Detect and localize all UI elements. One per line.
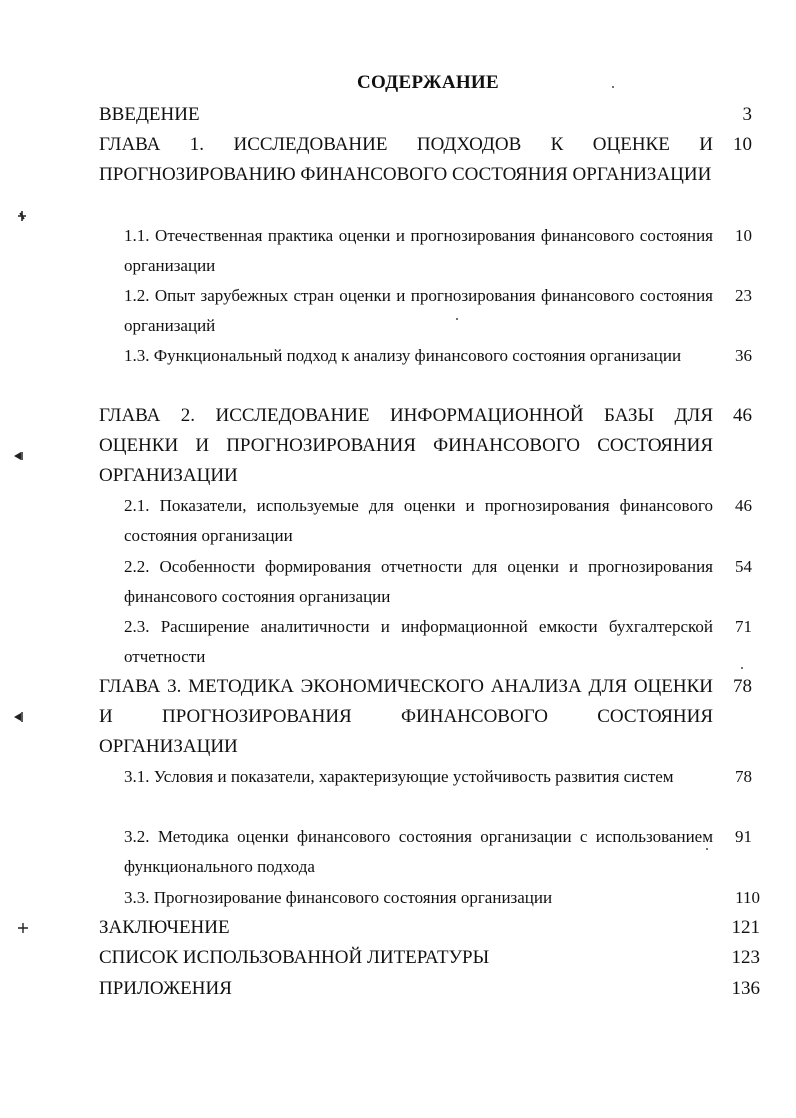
toc-entry-introduction: ВВЕДЕНИЕ [99,104,200,125]
toc-page-chapter-3: 78 [733,676,752,697]
toc-page-appendices: 136 [731,978,760,999]
toc-entry-chapter-2: ГЛАВА 2. ИССЛЕДОВАНИЕ ИНФОРМАЦИОННОЙ БАЗЫ ДЛЯ ОЦЕНКИ И ПРОГНОЗИРОВАНИЯ ФИНАНСОВОГО СОСТОЯНИЯ ОРГАНИЗАЦИИ [99,405,713,486]
toc-page-section-1-3: 36 [735,346,752,365]
scan-speck [612,86,614,88]
toc-page-section-3-2: 91 [735,827,752,846]
toc-entry-section-3-2: 3.2. Методика оценки финансового состояния организации с использованием функционального подхода [124,827,713,876]
toc-entry-section-2-1: 2.1. Показатели, используемые для оценки и прогнозирования финансового состояния организации [124,496,713,545]
toc-page-bibliography: 123 [731,947,760,968]
scan-mark-icon [14,208,30,224]
toc-page-introduction: 3 [742,104,752,125]
toc-entry-section-2-2: 2.2. Особенности формирования отчетности для оценки и прогнозирования финансового состояния организации [124,557,713,606]
scan-mark-icon [16,920,32,936]
scan-speck [741,667,743,669]
toc-entry-section-2-3: 2.3. Расширение аналитичности и информационной емкости бухгалтерской отчетности [124,617,713,666]
toc-page-section-3-3: 110 [735,888,760,907]
toc-entry-section-3-1: 3.1. Условия и показатели, характеризующие устойчивость развития систем [124,767,674,786]
toc-entry-section-3-3: 3.3. Прогнозирование финансового состояния организации [124,888,553,907]
toc-entry-section-1-3: 1.3. Функциональный подход к анализу финансового состояния организации [124,346,682,365]
page-title: СОДЕРЖАНИЕ [357,72,499,93]
toc-entry-bibliography: СПИСОК ИСПОЛЬЗОВАННОЙ ЛИТЕРАТУРЫ [99,947,490,968]
toc-entry-chapter-1: ГЛАВА 1. ИССЛЕДОВАНИЕ ПОДХОДОВ К ОЦЕНКЕ И ПРОГНОЗИРОВАНИЮ ФИНАНСОВОГО СОСТОЯНИЯ ОРГАНИЗАЦИИ [99,134,713,185]
toc-page-section-1-1: 10 [735,226,752,245]
toc-entry-appendices: ПРИЛОЖЕНИЯ [99,978,232,999]
scan-mark-icon [12,448,30,464]
scan-mark-icon [12,709,30,725]
toc-entry-section-1-1: 1.1. Отечественная практика оценки и прогнозирования финансового состояния организации [124,226,713,275]
scan-speck [456,318,458,320]
toc-entry-conclusion: ЗАКЛЮЧЕНИЕ [99,917,230,938]
toc-page-conclusion: 121 [731,917,760,938]
toc-page-section-3-1: 78 [735,767,752,786]
toc-entry-chapter-3: ГЛАВА 3. МЕТОДИКА ЭКОНОМИЧЕСКОГО АНАЛИЗА ДЛЯ ОЦЕНКИ И ПРОГНОЗИРОВАНИЯ ФИНАНСОВОГО СОСТОЯНИЯ ОРГАНИЗАЦИИ [99,676,713,757]
toc-page-section-1-2: 23 [735,286,752,305]
toc-page-section-2-2: 54 [735,557,752,576]
toc-page-section-2-3: 71 [735,617,752,636]
toc-page-section-2-1: 46 [735,496,752,515]
toc-page-chapter-1: 10 [733,134,752,155]
scan-speck [706,848,708,850]
toc-page-chapter-2: 46 [733,405,752,426]
toc-entry-section-1-2: 1.2. Опыт зарубежных стран оценки и прогнозирования финансового состояния организаций [124,286,713,335]
